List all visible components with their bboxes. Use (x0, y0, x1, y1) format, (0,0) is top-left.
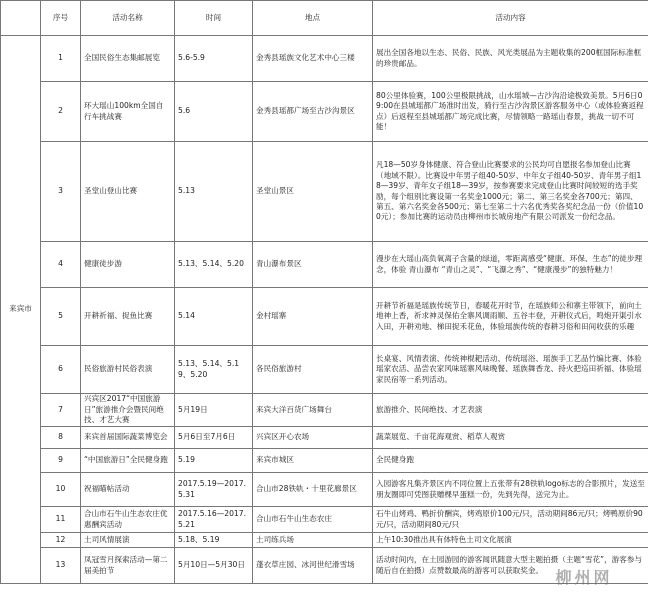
table-row (1, 473, 648, 507)
activity-name: 民俗旅游村民俗表演 (81, 346, 175, 394)
table-row (1, 427, 648, 449)
header-place: 地点 (253, 1, 373, 36)
activity-content: 活动时间内，在土园游园的游客闻讯随意大型主题拍摄（主题“雪花”，游客参与随后自在拍摄）点赞数最高的游客可以获取奖金。 (373, 548, 648, 584)
activity-content: 展出全国各地以生态、民俗、民族、风光类展品为主题收集的200框国际标准框的珍贵邮品。 (373, 36, 648, 82)
table-row (1, 142, 648, 242)
activity-time: 5.18、5.19 (175, 533, 253, 548)
activity-place: 来宾大洋百货广场舞台 (253, 394, 373, 427)
watermark-logo (524, 563, 644, 589)
activity-place: 金村瑶寨 (253, 288, 373, 346)
activity-time: 5.13、5.14、5.19、5.20 (175, 346, 253, 394)
activity-name: 开耕祈福、捉鱼比赛 (81, 288, 175, 346)
activity-place: 土司练兵场 (253, 533, 373, 548)
activity-time: 5.19 (175, 449, 253, 473)
activity-name: 来宾首届国际蔬菜博览会 (81, 427, 175, 449)
activity-content: 凡18—50岁身体健康、符合登山比赛要求的公民均可自愿报名参加登山比赛（地域不限）。比赛设中年男子组40-50岁、中年女子组40-50岁、青年男子组18—39岁、青年女子组18—39岁，按参赛要求完成登山比赛时间较短的选手奖励，每个组别比赛设第一名奖金1000元；第二、第三名奖金各700元；第四、第五、第六名奖金各500元；第七至第二十六名优秀奖各奖纪念品一份（价值100元）；参加比赛的运动员由柳州市长城房地产有限公司派发一份纪念品。 (373, 142, 648, 242)
table-row (1, 82, 648, 142)
activity-time: 5月10日—5月30日 (175, 548, 253, 584)
activity-content: 80公里体验赛，100公里极限挑战，山水瑶城—古沙沟沿途极致美景。5月6日09:00在县城瑶都广场准时出发，骑行至古沙沟景区游客服务中心（或体验赛返程点）后返程至县城瑶都广场完成比赛，尽情领略一路瑶山春景，挑战一切不可能！ (373, 82, 648, 142)
activity-content: 旅游推介、民间绝技、才艺表演 (373, 394, 648, 427)
activity-name: 圣堂山登山比赛 (81, 142, 175, 242)
watermark-text: 柳州网 (555, 567, 613, 587)
activity-content: 漫步在大瑶山高负氧离子含量的绿道，零距离感受“健康、环保、生态”的徒步理念，体验 青山瀑布 “青山之灵”、“飞瀑之秀”、“健康漫步”的独特魅力！ (373, 242, 648, 288)
row-number: 7 (41, 394, 81, 427)
activity-content: 石牛山烤鸡、鸭折价酬宾，烤鸡原价100元/只，活动期间86元/只；烤鸭原价90元/只，活动期间80元/只 (373, 507, 648, 533)
activity-place: 金秀县瑶族文化艺术中心三楼 (253, 36, 373, 82)
row-number: 11 (41, 507, 81, 533)
activity-content: 上午10:30推出具有体特色土司文化展演 (373, 533, 648, 548)
activity-time: 5月19日 (175, 394, 253, 427)
activity-content: 长桌宴、风情表演、传统神棍耙活动、传统瑶浴、瑶族手工艺品竹编比赛、体验瑶家农活、品尝农家风味瑶寨风味晚餐、瑶族舞香龙、持火把巡田祈福、体验瑶家民宿等一系列活动。 (373, 346, 648, 394)
activity-name: 全国民俗生态集邮展览 (81, 36, 175, 82)
row-number: 6 (41, 346, 81, 394)
activity-name: 祝福瞄帖活动 (81, 473, 175, 507)
activity-place: 来宾市城区 (253, 449, 373, 473)
activity-place: 蓬衣草庄园、冰河世纪滑雪场 (253, 548, 373, 584)
activity-place: 合山市石牛山生态农庄 (253, 507, 373, 533)
row-number: 1 (41, 36, 81, 82)
activity-time: 2017.5.16—2017.5.21 (175, 507, 253, 533)
header-no: 序号 (41, 1, 81, 36)
activity-time: 5.13、5.14、5.20 (175, 242, 253, 288)
table-row (1, 507, 648, 533)
activity-name: 土司风情展演 (81, 533, 175, 548)
activity-time: 2017.5.19—2017.5.31 (175, 473, 253, 507)
table-row (1, 242, 648, 288)
header-name: 活动名称 (81, 1, 175, 36)
activity-name: 合山市石牛山生态农庄优惠酬宾活动 (81, 507, 175, 533)
activity-name: “中国旅游日”全民健身跑 (81, 449, 175, 473)
header-time: 时间 (175, 1, 253, 36)
table-header-row (1, 1, 648, 36)
activity-place: 青山瀑布景区 (253, 242, 373, 288)
row-number: 9 (41, 449, 81, 473)
row-number: 5 (41, 288, 81, 346)
activity-time: 5.6 (175, 82, 253, 142)
activity-content: 开耕节祈福是瑶族传统节日，春暖花开时节，在瑶族师公和寨主带领下，前向土地神上香，祈求神灵保佑全寨风调雨顺、五谷丰登，开耕仪式后，鸣炮开渠引水入田，开耕劝地、梯田捉禾花鱼，体验瑶族传统的春耕习俗和田间收获的乐趣 (373, 288, 648, 346)
table-row (1, 346, 648, 394)
activity-name: 健康徒步游 (81, 242, 175, 288)
activity-time: 5.14 (175, 288, 253, 346)
activity-place: 各民俗旅游村 (253, 346, 373, 394)
activity-place: 兴宾区开心农场 (253, 427, 373, 449)
table-row (1, 533, 648, 548)
activity-content: 蔬菜展览、千亩花海观赏、稻草人观赏 (373, 427, 648, 449)
row-number: 10 (41, 473, 81, 507)
city-cell: 来宾市 (1, 36, 41, 584)
activity-time: 5.13 (175, 142, 253, 242)
header-content: 活动内容 (373, 1, 648, 36)
activity-name: 凤冠雪月探索活动—第二届美拍节 (81, 548, 175, 584)
row-number: 13 (41, 548, 81, 584)
activity-name: 兴宾区2017“中国旅游日”旅游推介会暨民间绝技、才艺大赛 (81, 394, 175, 427)
table-row (1, 394, 648, 427)
table-row (1, 449, 648, 473)
row-number: 12 (41, 533, 81, 548)
activity-content: 全民健身跑 (373, 449, 648, 473)
header-blank (1, 1, 41, 36)
activity-place: 圣堂山景区 (253, 142, 373, 242)
table-row (1, 36, 648, 82)
activity-place: 金秀县瑶都广场至古沙沟景区 (253, 82, 373, 142)
row-number: 2 (41, 82, 81, 142)
activity-content: 入园游客凡集齐景区内不同位置上五张带有28铁轨logo标志的合影照片，发送至朋友圈即可凭图获赠棵早蛋糕一份，先到先得，送完为止。 (373, 473, 648, 507)
table-row (1, 288, 648, 346)
activity-place: 合山市28铁轨・十里花廊景区 (253, 473, 373, 507)
activity-time: 5.6-5.9 (175, 36, 253, 82)
row-number: 8 (41, 427, 81, 449)
row-number: 3 (41, 142, 81, 242)
row-number: 4 (41, 242, 81, 288)
activity-name: 环大瑶山100km全国自行车挑战赛 (81, 82, 175, 142)
activity-time: 5月6日至7月6日 (175, 427, 253, 449)
